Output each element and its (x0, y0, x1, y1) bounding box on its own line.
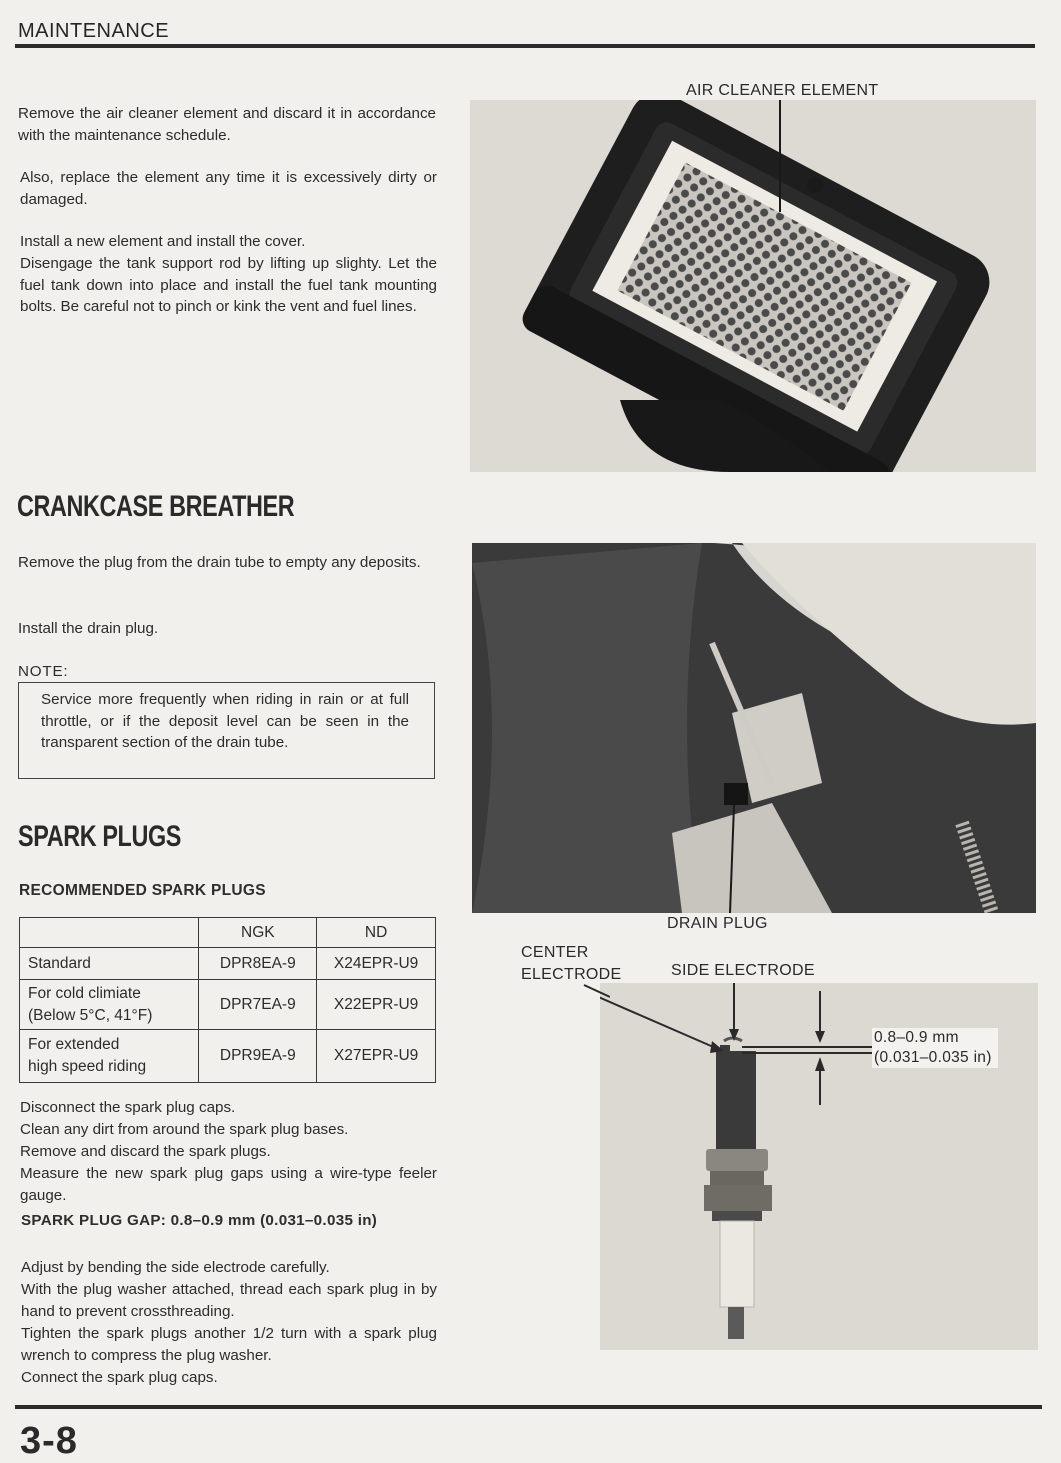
table-cell-nd: X27EPR-U9 (317, 1030, 436, 1083)
step-text: Adjust by bending the side electrode carefully. (21, 1259, 330, 1276)
air-cleaner-illustration (470, 100, 1036, 472)
condition-text: high speed riding (28, 1058, 147, 1075)
table-header-row (20, 918, 436, 948)
step-text: Connect the spark plug caps. (21, 1369, 218, 1386)
table-header-empty (20, 918, 199, 948)
table-header-ngk: NGK (199, 918, 317, 948)
note-box (18, 682, 435, 779)
table-header-nd: ND (317, 918, 436, 948)
page-number: 3-8 (20, 1420, 78, 1462)
table-cell-ngk: DPR7EA-9 (199, 980, 317, 1030)
center-electrode-label-line2: ELECTRODE (521, 966, 622, 983)
spark-plug-steps-2 (21, 1257, 437, 1389)
spark-plugs-title: SPARK PLUGS (18, 820, 181, 853)
recommended-spark-plugs-title: RECOMMENDED SPARK PLUGS (19, 882, 266, 899)
air-cleaner-para-1: Remove the air cleaner element and discard it in accordance with the maintenance schedule. (18, 105, 436, 144)
gap-mm-text: 0.8–0.9 mm (874, 1029, 959, 1046)
gap-in-text: (0.031–0.035 in) (874, 1049, 992, 1066)
table-cell-nd: X22EPR-U9 (317, 980, 436, 1030)
gap-dimension-label (872, 1028, 998, 1068)
table-cell-condition (20, 1030, 199, 1083)
drain-plug-illustration (472, 543, 1036, 913)
note-label: NOTE: (18, 663, 69, 680)
table-row (20, 948, 436, 980)
air-cleaner-para-2: Also, replace the element any time it is excessively dirty or damaged. (20, 169, 437, 208)
crankcase-para-1: Remove the plug from the drain tube to empty any deposits. (18, 554, 421, 571)
air-cleaner-para-3: Install a new element and install the cover. (20, 233, 306, 250)
air-cleaner-element-label: AIR CLEANER ELEMENT (686, 82, 879, 99)
table-cell-condition (20, 948, 199, 980)
table-cell-ngk: DPR9EA-9 (199, 1030, 317, 1083)
step-text: Measure the new spark plug gaps using a wire-type feeler gauge. (20, 1165, 437, 1204)
crankcase-para-2: Install the drain plug. (18, 620, 159, 637)
air-cleaner-photo (470, 100, 1036, 472)
condition-text: Standard (28, 954, 91, 972)
drain-plug-label: DRAIN PLUG (667, 915, 768, 932)
step-text: Remove and discard the spark plugs. (20, 1143, 271, 1160)
condition-text: For cold climiate (28, 984, 141, 1002)
section-header: MAINTENANCE (18, 20, 170, 42)
step-text: With the plug washer attached, thread each spark plug in by hand to prevent crossthreading. (21, 1281, 437, 1320)
center-electrode-label (521, 942, 622, 986)
table-cell-condition (20, 980, 199, 1030)
step-text: Tighten the spark plugs another 1/2 turn with a spark plug wrench to compress the plug washer. (21, 1325, 437, 1364)
spark-plug-steps-1 (20, 1097, 437, 1207)
condition-text: (Below 5°C, 41°F) (28, 1006, 153, 1024)
drain-plug-photo (472, 543, 1036, 913)
step-text: Clean any dirt from around the spark plug bases. (20, 1121, 349, 1138)
note-text: Service more frequently when riding in rain or at full throttle, or if the deposit level can be seen in the transparent section of the drain tube. (41, 691, 409, 751)
spark-plug-table (19, 917, 436, 1083)
table-cell-nd: X24EPR-U9 (317, 948, 436, 980)
side-electrode-label: SIDE ELECTRODE (671, 962, 815, 979)
center-electrode-leader (580, 983, 610, 1003)
condition-text: For extended (28, 1036, 120, 1053)
header-rule (15, 44, 1035, 48)
table-row (20, 1030, 436, 1083)
center-electrode-label-line1: CENTER (521, 944, 589, 961)
step-text: Disconnect the spark plug caps. (20, 1099, 236, 1116)
spark-plug-gap-spec: SPARK PLUG GAP: 0.8–0.9 mm (0.031–0.035 in) (21, 1212, 378, 1229)
crankcase-breather-title: CRANKCASE BREATHER (17, 490, 295, 523)
footer-rule (15, 1405, 1042, 1409)
table-row (20, 980, 436, 1030)
air-cleaner-para-4: Disengage the tank support rod by lifting up slighty. Let the fuel tank down into place and install the fuel tank mounting bolts. Be careful not to pinch or kink the vent and fuel lines. (20, 255, 437, 315)
table-cell-ngk: DPR8EA-9 (199, 948, 317, 980)
